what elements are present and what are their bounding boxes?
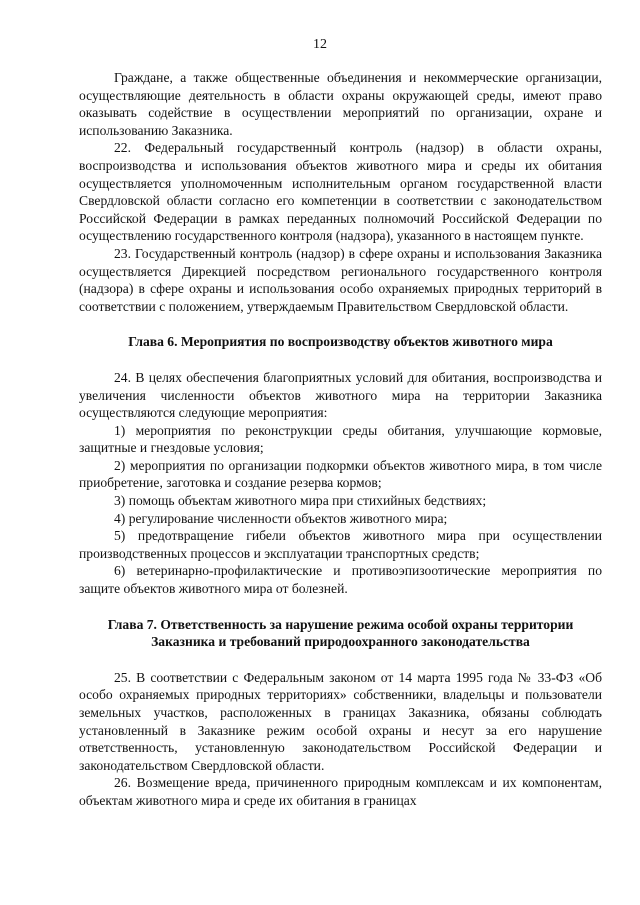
list-item-2: 2) мероприятия по организации подкормки объектов животного мира, в том числе приобретение, заготовка и создание резерва кормов; — [79, 457, 602, 491]
list-item-4: 4) регулирование численности объектов животного мира; — [114, 510, 448, 526]
page-body — [79, 69, 602, 810]
list-item-5: 5) предотвращение гибели объектов животного мира при осуществлении производственных процессов и эксплуатации транспортных средств; — [79, 528, 602, 561]
chapter-7-heading — [79, 616, 602, 651]
paragraph-24: 24. В целях обеспечения благоприятных условий для обитания, воспроизводства и увеличения численности объектов животного мира на территории Заказника осуществляются следующие мероприятия: — [79, 369, 602, 421]
list-item-3: 3) помощь объектам животного мира при стихийных бедствиях; — [114, 493, 487, 509]
list-item-6: 6) ветеринарно-профилактические и противоэпизоотические мероприятия по защите объектов животного мира от болезней. — [79, 563, 602, 597]
chapter-7-heading-line1: Глава 7. Ответственность за нарушение режима особой охраны территории — [107, 616, 574, 632]
paragraph-citizens: Граждане, а также общественные объединения и некоммерческие организации, осуществляющие деятельность в области охраны окружающей среды, имеют право оказывать содействие в осуществлении мероприятий по организации, охране и использованию Заказника. — [79, 70, 602, 138]
paragraph-22: 22. Федеральный государственный контроль (надзор) в области охраны, воспроизводства и использования объектов животного мира и среды их обитания осуществляется уполномоченным исполнительным органом государственной власти Свердловской области согласно его компетенции в соответствии с законодательством Российской Федерации в рамках переданных полномочий Российской Федерации по осуществлению государственного контроля (надзора), указанного в настоящем пункте. — [79, 140, 602, 244]
list-item-1: 1) мероприятия по реконструкции среды обитания, улучшающие кормовые, защитные и гнездовые условия; — [79, 422, 602, 456]
chapter-7-heading-line2: Заказника и требований природоохранного законодательства — [151, 634, 530, 650]
paragraph-23: 23. Государственный контроль (надзор) в сфере охраны и использования Заказника осуществляется Дирекцией посредством регионального государственного контроля (надзора) в сфере охраны и использования особо охраняемых природных территорий в соответствии с положением, утверждаемым Правительством Свердловской области. — [79, 245, 602, 314]
chapter-6-heading: Глава 6. Мероприятия по воспроизводству объектов животного мира — [128, 334, 553, 350]
page-number: 12 — [313, 37, 327, 52]
paragraph-26: 26. Возмещение вреда, причиненного природным комплексам и их компонентам, объектам животного мира и среде их обитания в границах — [79, 775, 602, 808]
paragraph-25: 25. В соответствии с Федеральным законом от 14 марта 1995 года № 33-ФЗ «Об особо охраняемых природных территориях» собственники, владельцы и пользователи земельных участков, расположенных в границах Заказника, обязаны соблюдать установленный в Заказнике режим особой охраны и несут за его нарушение ответственность, установленную законодательством Российской Федерации и законодательством Свердловской области. — [79, 669, 602, 773]
